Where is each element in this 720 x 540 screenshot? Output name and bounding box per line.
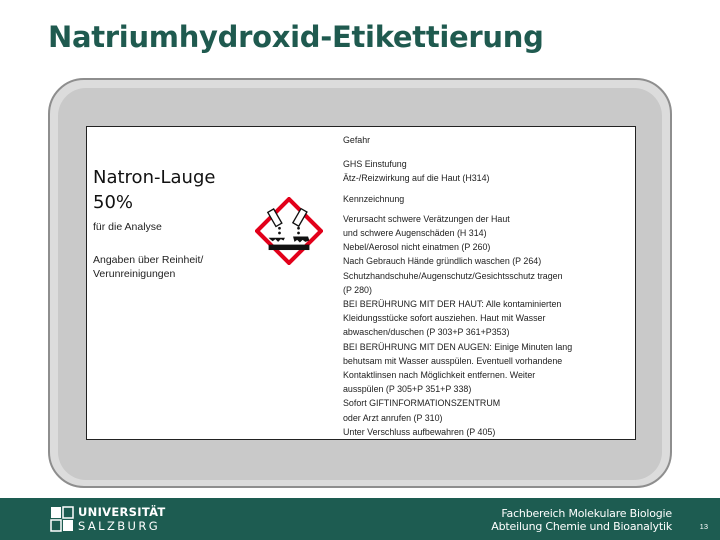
logo-text-salzburg: SALZBURG: [78, 519, 161, 533]
precaution-statement-line: ausspülen (P 305+P 351+P 338): [343, 384, 472, 395]
precaution-statement-line: Nach Gebrauch Hände gründlich waschen (P 264): [343, 256, 542, 267]
department-line-1: Fachbereich Molekulare Biologie: [501, 507, 672, 520]
precaution-statement-line: Nebel/Aerosol nicht einatmen (P 260): [343, 242, 491, 253]
precaution-statement-line: Kontaktlinsen nach Möglichkeit entfernen. Weiter: [343, 370, 536, 381]
precaution-statement-line: Schutzhandschuhe/Augenschutz/Gesichtsschutz tragen: [343, 270, 563, 281]
usage-text: für die Analyse: [93, 221, 162, 233]
hazard-statement-line: Verursacht schwere Verätzungen der Haut: [343, 213, 510, 224]
precaution-statement-line: abwaschen/duschen (P 303+P 361+P353): [343, 327, 510, 338]
precaution-statement-line: oder Arzt anrufen (P 310): [343, 412, 443, 423]
precaution-statement-line: BEI BERÜHRUNG MIT DER HAUT: Alle kontaminierten: [343, 299, 562, 310]
precaution-statement-line: behutsam mit Wasser ausspülen. Eventuell vorhandene: [343, 355, 563, 366]
department-line-2: Abteilung Chemie und Bioanalytik: [491, 520, 672, 533]
precaution-statement-line: Sofort GIFTINFORMATIONSZENTRUM: [343, 398, 501, 409]
slide-title: Natriumhydroxid-Etikettierung: [48, 20, 544, 54]
hazard-statement-line: und schwere Augenschäden (H 314): [343, 228, 487, 239]
precaution-statement-line: (P 280): [343, 284, 372, 295]
signal-word: Gefahr: [343, 135, 371, 145]
ghs-heading: GHS Einstufung: [343, 159, 407, 170]
logo-text-university: UNIVERSITÄT: [78, 505, 166, 519]
department-info: [432, 507, 672, 533]
footer-bar: [0, 498, 720, 540]
university-logo-mark-icon: [50, 506, 74, 532]
ghs05-corrosion-icon: [255, 197, 323, 265]
label-text-column: [343, 133, 633, 439]
university-logo[interactable]: [50, 504, 170, 534]
purity-text: Angaben über Reinheit/ Verunreinigungen: [93, 254, 204, 280]
product-name: Natron-Lauge 50%: [93, 167, 216, 213]
marking-heading: Kennzeichnung: [343, 193, 405, 204]
hazard-label: [86, 126, 636, 440]
precaution-statement-line: Kleidungsstücke sofort ausziehen. Haut mit Wasser: [343, 313, 546, 324]
page-number: 13: [699, 522, 708, 531]
precaution-statement-line: BEI BERÜHRUNG MIT DEN AUGEN: Einige Minuten lang: [343, 341, 573, 352]
precaution-statement-line: Unter Verschluss aufbewahren (P 405): [343, 426, 496, 437]
ghs-classification: Ätz-/Reizwirkung auf die Haut (H314): [343, 173, 490, 184]
